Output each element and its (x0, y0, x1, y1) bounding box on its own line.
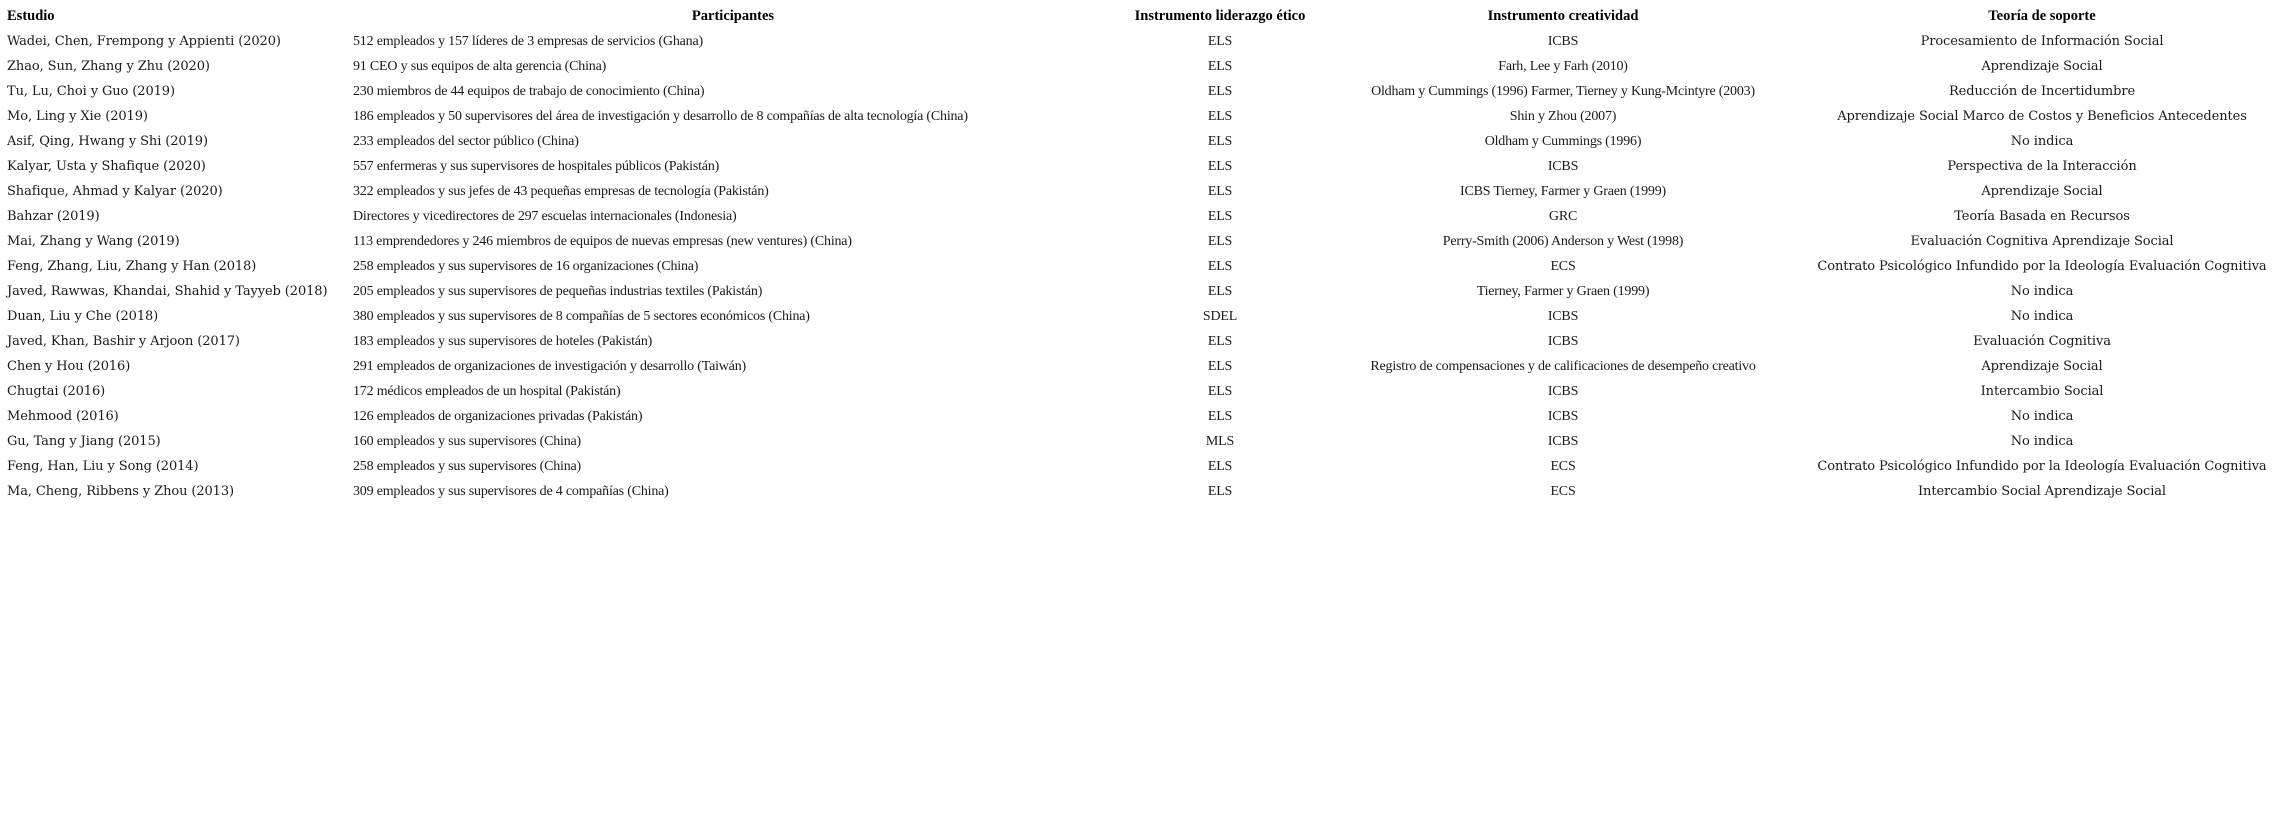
table-row (0, 479, 2278, 504)
cell-teoria: Evaluación Cognitiva (1973, 334, 2111, 349)
cell-estudio: Feng, Zhang, Liu, Zhang y Han (2018) (7, 259, 257, 274)
table-row (0, 304, 2278, 329)
cell-participantes: 126 empleados de organizaciones privadas (Pakistán) (353, 409, 643, 424)
cell-teoria: Perspectiva de la Interacción (1947, 159, 2137, 174)
cell-teoria: Evaluación Cognitiva Aprendizaje Social (1910, 234, 2174, 249)
cell-creatividad: ICBS Tierney, Farmer y Graen (1999) (1460, 184, 1666, 199)
cell-participantes: 91 CEO y sus equipos de alta gerencia (China) (353, 59, 607, 74)
table-row (0, 179, 2278, 204)
cell-liderazgo: ELS (1207, 59, 1233, 74)
cell-teoria: No indica (2010, 409, 2074, 424)
cell-liderazgo: ELS (1207, 384, 1233, 399)
cell-estudio: Gu, Tang y Jiang (2015) (7, 434, 161, 449)
cell-creatividad: ICBS (1547, 309, 1579, 324)
cell-creatividad: ICBS (1547, 34, 1579, 49)
table-row (0, 79, 2278, 104)
cell-teoria: Teoría Basada en Recursos (1954, 209, 2130, 224)
cell-estudio: Kalyar, Usta y Shafique (2020) (7, 159, 206, 174)
cell-estudio: Tu, Lu, Choi y Guo (2019) (7, 84, 175, 99)
cell-estudio: Ma, Cheng, Ribbens y Zhou (2013) (7, 484, 234, 499)
cell-estudio: Zhao, Sun, Zhang y Zhu (2020) (7, 59, 210, 74)
cell-participantes: 160 empleados y sus supervisores (China) (353, 434, 582, 449)
cell-estudio: Mehmood (2016) (7, 409, 119, 424)
table-row (0, 379, 2278, 404)
cell-liderazgo: ELS (1207, 234, 1233, 249)
cell-creatividad: ICBS (1547, 409, 1579, 424)
cell-liderazgo: ELS (1207, 134, 1233, 149)
cell-participantes: 172 médicos empleados de un hospital (Pakistán) (353, 384, 621, 399)
cell-participantes: 230 miembros de 44 equipos de trabajo de conocimiento (China) (353, 84, 705, 99)
cell-creatividad: ECS (1550, 484, 1576, 499)
cell-teoria: Procesamiento de Información Social (1920, 34, 2164, 49)
cell-teoria: No indica (2010, 309, 2074, 324)
table-row (0, 429, 2278, 454)
cell-teoria: No indica (2010, 134, 2074, 149)
table-row (0, 354, 2278, 379)
table-row (0, 204, 2278, 229)
cell-creatividad: Tierney, Farmer y Graen (1999) (1476, 284, 1650, 299)
cell-liderazgo: ELS (1207, 409, 1233, 424)
cell-estudio: Asif, Qing, Hwang y Shi (2019) (7, 134, 208, 149)
cell-participantes: 557 enfermeras y sus supervisores de hospitales públicos (Pakistán) (353, 159, 720, 174)
cell-creatividad: Registro de compensaciones y de calificaciones de desempeño creativo (1370, 359, 1756, 374)
table-row (0, 54, 2278, 79)
cell-creatividad: GRC (1548, 209, 1578, 224)
cell-teoria: Intercambio Social (1980, 384, 2104, 399)
cell-liderazgo: ELS (1207, 259, 1233, 274)
cell-estudio: Javed, Rawwas, Khandai, Shahid y Tayyeb (2018) (7, 284, 328, 299)
cell-estudio: Wadei, Chen, Frempong y Appienti (2020) (7, 34, 281, 49)
cell-estudio: Mai, Zhang y Wang (2019) (7, 234, 180, 249)
studies-table (0, 4, 2278, 504)
cell-estudio: Bahzar (2019) (7, 209, 100, 224)
cell-creatividad: Perry-Smith (2006) Anderson y West (1998) (1442, 234, 1684, 249)
header-instrumento-creatividad: Instrumento creatividad (1487, 8, 1639, 24)
cell-liderazgo: ELS (1207, 484, 1233, 499)
cell-liderazgo: ELS (1207, 34, 1233, 49)
cell-teoria: Aprendizaje Social Marco de Costos y Beneficios Antecedentes (1837, 109, 2247, 124)
table-row (0, 279, 2278, 304)
cell-creatividad: ICBS (1547, 384, 1579, 399)
table-row (0, 129, 2278, 154)
cell-creatividad: ECS (1550, 259, 1576, 274)
cell-estudio: Shafique, Ahmad y Kalyar (2020) (7, 184, 223, 199)
cell-participantes: 309 empleados y sus supervisores de 4 compañías (China) (353, 484, 669, 499)
table-row (0, 254, 2278, 279)
cell-teoria: Aprendizaje Social (1981, 184, 2103, 199)
cell-liderazgo: ELS (1207, 184, 1233, 199)
cell-liderazgo: ELS (1207, 84, 1233, 99)
cell-teoria: No indica (2010, 284, 2074, 299)
cell-creatividad: Farh, Lee y Farh (2010) (1498, 59, 1628, 74)
cell-participantes: 233 empleados del sector público (China) (353, 134, 579, 149)
cell-liderazgo: MLS (1205, 434, 1235, 449)
cell-participantes: 258 empleados y sus supervisores (China) (353, 459, 582, 474)
cell-participantes: Directores y vicedirectores de 297 escuelas internacionales (Indonesia) (353, 209, 737, 224)
cell-estudio: Mo, Ling y Xie (2019) (7, 109, 148, 124)
cell-liderazgo: ELS (1207, 209, 1233, 224)
cell-creatividad: Shin y Zhou (2007) (1509, 109, 1617, 124)
table-row (0, 454, 2278, 479)
cell-creatividad: Oldham y Cummings (1996) (1484, 134, 1642, 149)
cell-liderazgo: ELS (1207, 334, 1233, 349)
cell-participantes: 322 empleados y sus jefes de 43 pequeñas empresas de tecnología (Pakistán) (353, 184, 769, 199)
header-teoria-soporte: Teoría de soporte (1988, 8, 2096, 24)
cell-liderazgo: ELS (1207, 159, 1233, 174)
cell-participantes: 205 empleados y sus supervisores de pequeñas industrias textiles (Pakistán) (353, 284, 763, 299)
cell-liderazgo: ELS (1207, 284, 1233, 299)
header-participantes: Participantes (691, 8, 775, 24)
cell-creatividad: ICBS (1547, 334, 1579, 349)
cell-teoria: No indica (2010, 434, 2074, 449)
cell-estudio: Chugtai (2016) (7, 384, 106, 399)
cell-teoria: Aprendizaje Social (1981, 59, 2103, 74)
cell-participantes: 380 empleados y sus supervisores de 8 compañías de 5 sectores económicos (China) (353, 309, 810, 324)
cell-participantes: 186 empleados y 50 supervisores del área de investigación y desarrollo de 8 compañías de alta tecnología (China) (353, 109, 968, 124)
cell-teoria: Contrato Psicológico Infundido por la Ideología Evaluación Cognitiva (1817, 259, 2267, 274)
cell-liderazgo: ELS (1207, 109, 1233, 124)
table-row (0, 29, 2278, 54)
cell-estudio: Chen y Hou (2016) (7, 359, 131, 374)
cell-creatividad: ICBS (1547, 434, 1579, 449)
cell-participantes: 512 empleados y 157 líderes de 3 empresas de servicios (Ghana) (353, 34, 703, 49)
cell-teoria: Aprendizaje Social (1981, 359, 2103, 374)
table-row (0, 104, 2278, 129)
table-row (0, 229, 2278, 254)
table-row (0, 404, 2278, 429)
cell-creatividad: Oldham y Cummings (1996) Farmer, Tierney y Kung-Mcintyre (2003) (1371, 84, 1755, 99)
cell-estudio: Feng, Han, Liu y Song (2014) (7, 459, 199, 474)
header-instrumento-liderazgo: Instrumento liderazgo ético (1134, 8, 1306, 24)
cell-participantes: 113 emprendedores y 246 miembros de equipos de nuevas empresas (new ventures) (China) (353, 234, 852, 249)
cell-participantes: 258 empleados y sus supervisores de 16 organizaciones (China) (353, 259, 699, 274)
header-estudio: Estudio (7, 8, 55, 24)
cell-estudio: Javed, Khan, Bashir y Arjoon (2017) (7, 334, 240, 349)
cell-liderazgo: ELS (1207, 359, 1233, 374)
header-row (0, 4, 2278, 29)
cell-liderazgo: SDEL (1202, 309, 1238, 324)
cell-teoria: Reducción de Incertidumbre (1948, 84, 2136, 99)
table-row (0, 329, 2278, 354)
cell-participantes: 291 empleados de organizaciones de investigación y desarrollo (Taiwán) (353, 359, 746, 374)
cell-estudio: Duan, Liu y Che (2018) (7, 309, 159, 324)
cell-creatividad: ECS (1550, 459, 1576, 474)
cell-creatividad: ICBS (1547, 159, 1579, 174)
table-body (0, 29, 2278, 504)
table-row (0, 154, 2278, 179)
cell-teoria: Contrato Psicológico Infundido por la Ideología Evaluación Cognitiva (1817, 459, 2267, 474)
cell-liderazgo: ELS (1207, 459, 1233, 474)
cell-teoria: Intercambio Social Aprendizaje Social (1918, 484, 2166, 499)
cell-participantes: 183 empleados y sus supervisores de hoteles (Pakistán) (353, 334, 653, 349)
